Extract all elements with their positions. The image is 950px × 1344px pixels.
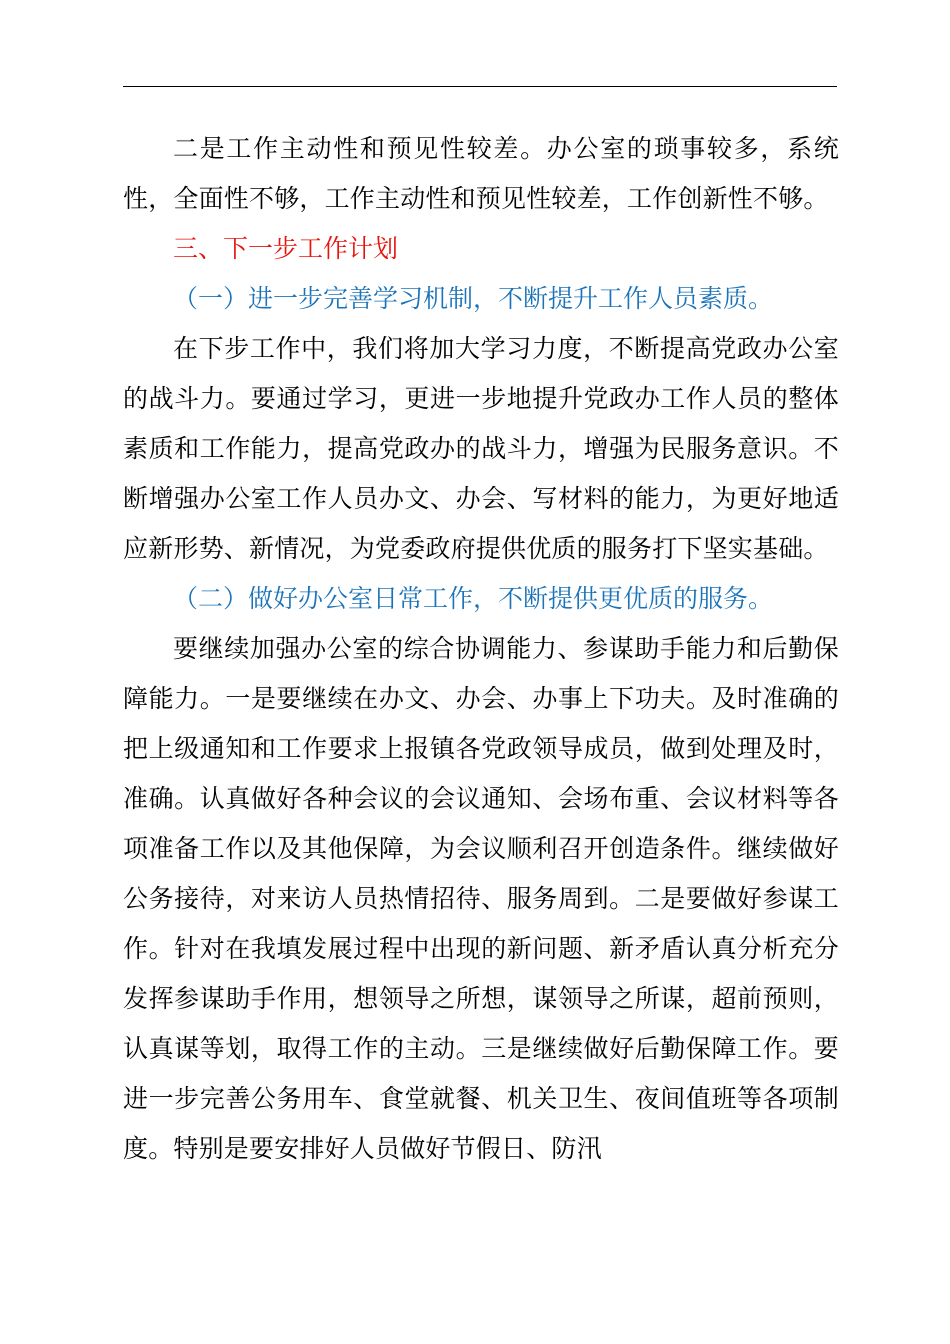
body-paragraph: 在下步工作中，我们将加大学习力度，不断提高党政办公室的战斗力。要通过学习，更进一步地提升党政办工作人员的整体素质和工作能力，提高党政办的战斗力，增强为民服务意识。不断增强办公室工作人员办文、办会、写材料的能力，为更好地适应新形势、新情况，为党委政府提供优质的服务打下坚实基础。 [123, 334, 839, 563]
header-rule [123, 86, 837, 87]
document-body [123, 124, 839, 1174]
section-heading: 三、下一步工作计划 [173, 234, 399, 263]
sub-heading: （一）进一步完善学习机制，不断提升工作人员素质。 [173, 284, 774, 313]
sub-heading: （二）做好办公室日常工作，不断提供更优质的服务。 [173, 584, 774, 613]
body-paragraph: 要继续加强办公室的综合协调能力、参谋助手能力和后勤保障能力。一是要继续在办文、办会、办事上下功夫。及时准确的把上级通知和工作要求上报镇各党政领导成员，做到处理及时，准确。认真做好各种会议的会议通知、会场布重、会议材料等各项准备工作以及其他保障，为会议顺利召开创造条件。继续做好公务接待，对来访人员热情招待、服务周到。二是要做好参谋工作。针对在我填发展过程中出现的新问题、新矛盾认真分析充分发挥参谋助手作用，想领导之所想，谋领导之所谋，超前预则，认真谋等划，取得工作的主动。三是继续做好后勤保障工作。要进一步完善公务用车、食堂就餐、机关卫生、夜间值班等各项制度。特别是要安排好人员做好节假日、防汛 [123, 634, 839, 1163]
body-paragraph: 二是工作主动性和预见性较差。办公室的琐事较多，系统性，全面性不够，工作主动性和预见性较差，工作创新性不够。 [123, 134, 839, 213]
